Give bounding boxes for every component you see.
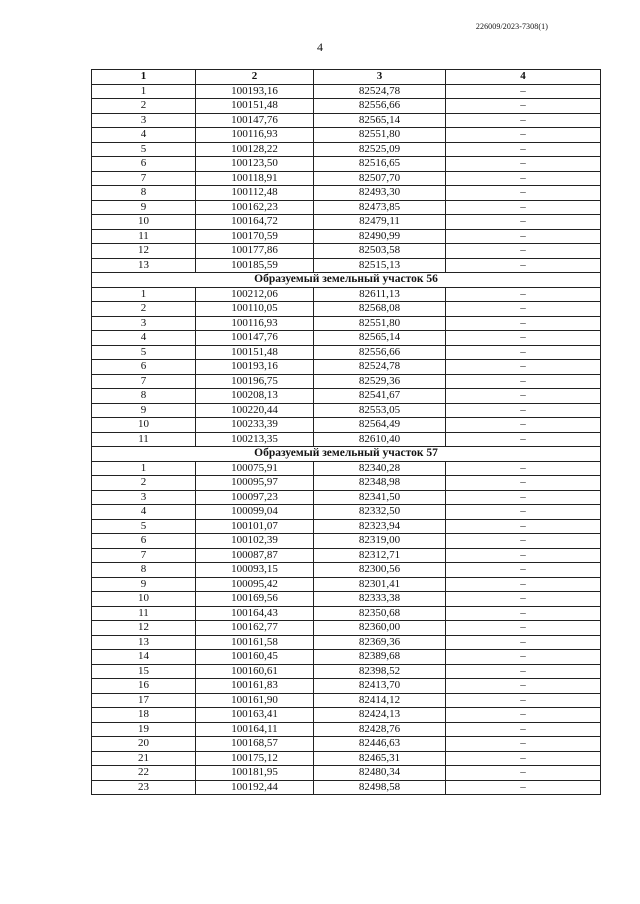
point-number-cell: 12	[92, 621, 196, 636]
table-row	[92, 577, 601, 592]
note-cell: –	[446, 548, 601, 563]
table-row	[92, 664, 601, 679]
header-col-4: 4	[446, 70, 601, 85]
note-cell: –	[446, 621, 601, 636]
y-coordinate-cell: 82369,36	[314, 635, 446, 650]
point-number-cell: 23	[92, 780, 196, 795]
note-cell: –	[446, 215, 601, 230]
table-row	[92, 780, 601, 795]
y-coordinate-cell: 82424,13	[314, 708, 446, 723]
point-number-cell: 3	[92, 490, 196, 505]
x-coordinate-cell: 100147,76	[196, 331, 314, 346]
document-number: 226009/2023-7308(1)	[475, 22, 548, 31]
note-cell: –	[446, 200, 601, 215]
header-row	[92, 70, 601, 85]
y-coordinate-cell: 82480,34	[314, 766, 446, 781]
point-number-cell: 2	[92, 302, 196, 317]
x-coordinate-cell: 100162,77	[196, 621, 314, 636]
point-number-cell: 12	[92, 244, 196, 259]
x-coordinate-cell: 100169,56	[196, 592, 314, 607]
y-coordinate-cell: 82473,85	[314, 200, 446, 215]
note-cell: –	[446, 374, 601, 389]
x-coordinate-cell: 100168,57	[196, 737, 314, 752]
y-coordinate-cell: 82515,13	[314, 258, 446, 273]
x-coordinate-cell: 100160,45	[196, 650, 314, 665]
x-coordinate-cell: 100095,42	[196, 577, 314, 592]
x-coordinate-cell: 100160,61	[196, 664, 314, 679]
point-number-cell: 17	[92, 693, 196, 708]
table-row	[92, 461, 601, 476]
table-row	[92, 186, 601, 201]
point-number-cell: 14	[92, 650, 196, 665]
y-coordinate-cell: 82446,63	[314, 737, 446, 752]
section-title-row	[92, 447, 601, 462]
x-coordinate-cell: 100097,23	[196, 490, 314, 505]
point-number-cell: 9	[92, 403, 196, 418]
table-row	[92, 84, 601, 99]
note-cell: –	[446, 577, 601, 592]
table-body	[92, 84, 601, 795]
point-number-cell: 3	[92, 316, 196, 331]
y-coordinate-cell: 82398,52	[314, 664, 446, 679]
x-coordinate-cell: 100147,76	[196, 113, 314, 128]
table-row	[92, 287, 601, 302]
y-coordinate-cell: 82341,50	[314, 490, 446, 505]
point-number-cell: 5	[92, 345, 196, 360]
point-number-cell: 1	[92, 84, 196, 99]
table-row	[92, 722, 601, 737]
note-cell: –	[446, 534, 601, 549]
point-number-cell: 7	[92, 374, 196, 389]
table-header	[92, 70, 601, 85]
note-cell: –	[446, 389, 601, 404]
table-row	[92, 331, 601, 346]
table-row	[92, 737, 601, 752]
point-number-cell: 4	[92, 505, 196, 520]
x-coordinate-cell: 100233,39	[196, 418, 314, 433]
note-cell: –	[446, 302, 601, 317]
table-row	[92, 693, 601, 708]
x-coordinate-cell: 100118,91	[196, 171, 314, 186]
point-number-cell: 15	[92, 664, 196, 679]
table-row	[92, 302, 601, 317]
x-coordinate-cell: 100193,16	[196, 360, 314, 375]
y-coordinate-cell: 82516,65	[314, 157, 446, 172]
note-cell: –	[446, 635, 601, 650]
x-coordinate-cell: 100161,58	[196, 635, 314, 650]
note-cell: –	[446, 128, 601, 143]
table-row	[92, 548, 601, 563]
point-number-cell: 5	[92, 142, 196, 157]
point-number-cell: 11	[92, 432, 196, 447]
x-coordinate-cell: 100193,16	[196, 84, 314, 99]
point-number-cell: 21	[92, 751, 196, 766]
table-row	[92, 403, 601, 418]
y-coordinate-cell: 82414,12	[314, 693, 446, 708]
table-row	[92, 505, 601, 520]
point-number-cell: 13	[92, 258, 196, 273]
y-coordinate-cell: 82428,76	[314, 722, 446, 737]
note-cell: –	[446, 99, 601, 114]
x-coordinate-cell: 100128,22	[196, 142, 314, 157]
y-coordinate-cell: 82479,11	[314, 215, 446, 230]
section-title: Образуемый земельный участок 56	[92, 273, 601, 288]
x-coordinate-cell: 100175,12	[196, 751, 314, 766]
point-number-cell: 6	[92, 534, 196, 549]
x-coordinate-cell: 100151,48	[196, 99, 314, 114]
table-row	[92, 316, 601, 331]
table-row	[92, 128, 601, 143]
note-cell: –	[446, 418, 601, 433]
table-row	[92, 519, 601, 534]
x-coordinate-cell: 100164,11	[196, 722, 314, 737]
table-row	[92, 563, 601, 578]
table-row	[92, 751, 601, 766]
x-coordinate-cell: 100213,35	[196, 432, 314, 447]
table-row	[92, 679, 601, 694]
table-row	[92, 534, 601, 549]
y-coordinate-cell: 82333,38	[314, 592, 446, 607]
note-cell: –	[446, 722, 601, 737]
y-coordinate-cell: 82611,13	[314, 287, 446, 302]
y-coordinate-cell: 82350,68	[314, 606, 446, 621]
table-row	[92, 621, 601, 636]
point-number-cell: 8	[92, 186, 196, 201]
note-cell: –	[446, 258, 601, 273]
point-number-cell: 8	[92, 563, 196, 578]
y-coordinate-cell: 82498,58	[314, 780, 446, 795]
note-cell: –	[446, 113, 601, 128]
point-number-cell: 10	[92, 592, 196, 607]
note-cell: –	[446, 592, 601, 607]
x-coordinate-cell: 100164,43	[196, 606, 314, 621]
header-col-1: 1	[92, 70, 196, 85]
y-coordinate-cell: 82551,80	[314, 128, 446, 143]
table-row	[92, 418, 601, 433]
x-coordinate-cell: 100196,75	[196, 374, 314, 389]
point-number-cell: 19	[92, 722, 196, 737]
coordinates-table	[91, 69, 601, 795]
x-coordinate-cell: 100102,39	[196, 534, 314, 549]
y-coordinate-cell: 82503,58	[314, 244, 446, 259]
note-cell: –	[446, 157, 601, 172]
point-number-cell: 4	[92, 128, 196, 143]
x-coordinate-cell: 100170,59	[196, 229, 314, 244]
y-coordinate-cell: 82551,80	[314, 316, 446, 331]
y-coordinate-cell: 82524,78	[314, 84, 446, 99]
note-cell: –	[446, 490, 601, 505]
x-coordinate-cell: 100161,83	[196, 679, 314, 694]
x-coordinate-cell: 100161,90	[196, 693, 314, 708]
table-row	[92, 635, 601, 650]
note-cell: –	[446, 737, 601, 752]
x-coordinate-cell: 100099,04	[196, 505, 314, 520]
table-row	[92, 766, 601, 781]
point-number-cell: 1	[92, 287, 196, 302]
note-cell: –	[446, 766, 601, 781]
table-row	[92, 99, 601, 114]
point-number-cell: 16	[92, 679, 196, 694]
note-cell: –	[446, 780, 601, 795]
header-col-3: 3	[314, 70, 446, 85]
note-cell: –	[446, 287, 601, 302]
section-title-row	[92, 273, 601, 288]
x-coordinate-cell: 100116,93	[196, 316, 314, 331]
point-number-cell: 11	[92, 229, 196, 244]
table-row	[92, 650, 601, 665]
y-coordinate-cell: 82529,36	[314, 374, 446, 389]
x-coordinate-cell: 100093,15	[196, 563, 314, 578]
note-cell: –	[446, 432, 601, 447]
point-number-cell: 18	[92, 708, 196, 723]
table-row	[92, 244, 601, 259]
y-coordinate-cell: 82556,66	[314, 99, 446, 114]
x-coordinate-cell: 100162,23	[196, 200, 314, 215]
x-coordinate-cell: 100110,05	[196, 302, 314, 317]
y-coordinate-cell: 82340,28	[314, 461, 446, 476]
y-coordinate-cell: 82300,56	[314, 563, 446, 578]
note-cell: –	[446, 316, 601, 331]
x-coordinate-cell: 100101,07	[196, 519, 314, 534]
table-row	[92, 142, 601, 157]
note-cell: –	[446, 519, 601, 534]
note-cell: –	[446, 476, 601, 491]
table-row	[92, 490, 601, 505]
page-number: 4	[317, 40, 323, 54]
note-cell: –	[446, 84, 601, 99]
note-cell: –	[446, 403, 601, 418]
y-coordinate-cell: 82507,70	[314, 171, 446, 186]
table-row	[92, 592, 601, 607]
y-coordinate-cell: 82490,99	[314, 229, 446, 244]
y-coordinate-cell: 82312,71	[314, 548, 446, 563]
table-row	[92, 157, 601, 172]
point-number-cell: 22	[92, 766, 196, 781]
table-row	[92, 476, 601, 491]
table-row	[92, 374, 601, 389]
y-coordinate-cell: 82525,09	[314, 142, 446, 157]
point-number-cell: 9	[92, 200, 196, 215]
note-cell: –	[446, 505, 601, 520]
point-number-cell: 11	[92, 606, 196, 621]
y-coordinate-cell: 82610,40	[314, 432, 446, 447]
point-number-cell: 2	[92, 99, 196, 114]
point-number-cell: 7	[92, 171, 196, 186]
note-cell: –	[446, 650, 601, 665]
x-coordinate-cell: 100192,44	[196, 780, 314, 795]
y-coordinate-cell: 82389,68	[314, 650, 446, 665]
point-number-cell: 9	[92, 577, 196, 592]
note-cell: –	[446, 664, 601, 679]
y-coordinate-cell: 82348,98	[314, 476, 446, 491]
x-coordinate-cell: 100095,97	[196, 476, 314, 491]
table-row	[92, 345, 601, 360]
point-number-cell: 7	[92, 548, 196, 563]
point-number-cell: 10	[92, 418, 196, 433]
y-coordinate-cell: 82553,05	[314, 403, 446, 418]
note-cell: –	[446, 331, 601, 346]
table-row	[92, 200, 601, 215]
table-row	[92, 389, 601, 404]
point-number-cell: 5	[92, 519, 196, 534]
table-row	[92, 708, 601, 723]
y-coordinate-cell: 82564,49	[314, 418, 446, 433]
table-row	[92, 229, 601, 244]
point-number-cell: 3	[92, 113, 196, 128]
note-cell: –	[446, 186, 601, 201]
y-coordinate-cell: 82319,00	[314, 534, 446, 549]
note-cell: –	[446, 708, 601, 723]
x-coordinate-cell: 100220,44	[196, 403, 314, 418]
point-number-cell: 13	[92, 635, 196, 650]
point-number-cell: 6	[92, 157, 196, 172]
table-row	[92, 432, 601, 447]
table-row	[92, 360, 601, 375]
y-coordinate-cell: 82465,31	[314, 751, 446, 766]
y-coordinate-cell: 82332,50	[314, 505, 446, 520]
note-cell: –	[446, 751, 601, 766]
header-col-2: 2	[196, 70, 314, 85]
note-cell: –	[446, 171, 601, 186]
y-coordinate-cell: 82541,67	[314, 389, 446, 404]
table-row	[92, 113, 601, 128]
point-number-cell: 4	[92, 331, 196, 346]
x-coordinate-cell: 100163,41	[196, 708, 314, 723]
x-coordinate-cell: 100181,95	[196, 766, 314, 781]
x-coordinate-cell: 100185,59	[196, 258, 314, 273]
point-number-cell: 8	[92, 389, 196, 404]
x-coordinate-cell: 100075,91	[196, 461, 314, 476]
table-row	[92, 258, 601, 273]
y-coordinate-cell: 82360,00	[314, 621, 446, 636]
x-coordinate-cell: 100151,48	[196, 345, 314, 360]
y-coordinate-cell: 82323,94	[314, 519, 446, 534]
note-cell: –	[446, 142, 601, 157]
x-coordinate-cell: 100116,93	[196, 128, 314, 143]
x-coordinate-cell: 100112,48	[196, 186, 314, 201]
x-coordinate-cell: 100212,06	[196, 287, 314, 302]
note-cell: –	[446, 606, 601, 621]
x-coordinate-cell: 100123,50	[196, 157, 314, 172]
y-coordinate-cell: 82568,08	[314, 302, 446, 317]
table-row	[92, 171, 601, 186]
y-coordinate-cell: 82565,14	[314, 331, 446, 346]
section-title: Образуемый земельный участок 57	[92, 447, 601, 462]
x-coordinate-cell: 100208,13	[196, 389, 314, 404]
y-coordinate-cell: 82524,78	[314, 360, 446, 375]
x-coordinate-cell: 100164,72	[196, 215, 314, 230]
note-cell: –	[446, 244, 601, 259]
note-cell: –	[446, 360, 601, 375]
table-row	[92, 215, 601, 230]
y-coordinate-cell: 82301,41	[314, 577, 446, 592]
point-number-cell: 1	[92, 461, 196, 476]
note-cell: –	[446, 563, 601, 578]
note-cell: –	[446, 345, 601, 360]
x-coordinate-cell: 100087,87	[196, 548, 314, 563]
table-row	[92, 606, 601, 621]
note-cell: –	[446, 461, 601, 476]
note-cell: –	[446, 679, 601, 694]
y-coordinate-cell: 82565,14	[314, 113, 446, 128]
y-coordinate-cell: 82493,30	[314, 186, 446, 201]
note-cell: –	[446, 229, 601, 244]
point-number-cell: 2	[92, 476, 196, 491]
y-coordinate-cell: 82556,66	[314, 345, 446, 360]
point-number-cell: 6	[92, 360, 196, 375]
y-coordinate-cell: 82413,70	[314, 679, 446, 694]
point-number-cell: 20	[92, 737, 196, 752]
note-cell: –	[446, 693, 601, 708]
x-coordinate-cell: 100177,86	[196, 244, 314, 259]
point-number-cell: 10	[92, 215, 196, 230]
